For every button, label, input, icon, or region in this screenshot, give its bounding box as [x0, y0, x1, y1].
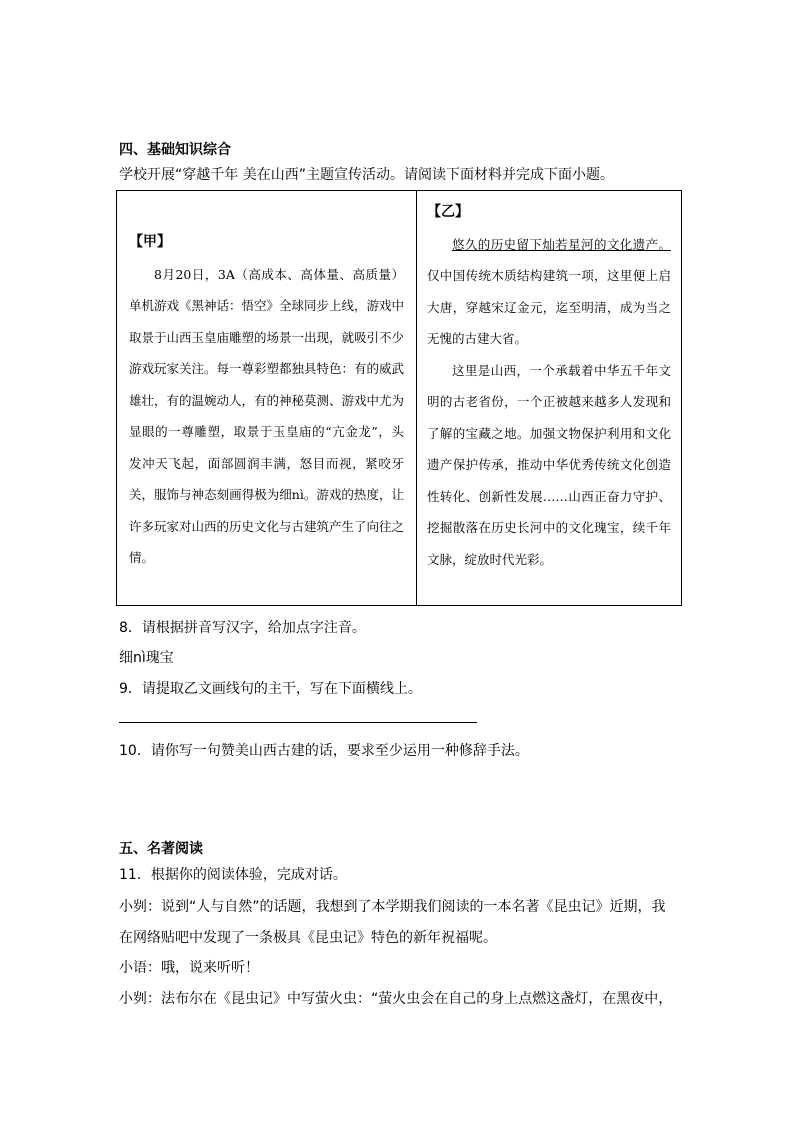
material-yi-cell: [417, 191, 682, 606]
dialogue-line-3: 小语：哦，说来听听！: [119, 960, 259, 976]
question-9: 9．请提取乙文画线句的主干，写在下面横线上。: [119, 681, 422, 697]
dialogue-line-1: 小刿：说到“人与自然”的话题，我想到了本学期我们阅读的一本名著《昆虫记》近期，我: [119, 899, 666, 915]
section-heading-basic-knowledge: 四、基础知识综合: [119, 142, 231, 158]
material-yi-paragraph-2: 这里是山西，一个承载着中华五千年文明的古老省份，一个正被越来越多人发现和了解的宝藏之地。加强文物保护利用和文化遗产保护传承，推动中华优秀传统文化创造性转化、创新性发展……山西正奋力守护、挖掘散落在历史长河中的文化瑰宝，续千年文脉，绽放时代光彩。: [427, 362, 671, 567]
material-yi-paragraph-1: [427, 229, 671, 355]
question-8: 8．请根据拼音写汉字，给加点字注音。: [119, 620, 366, 636]
section-intro: 学校开展“穿越千年 美在山西”主题宣传活动。请阅读下面材料并完成下面小题。: [119, 167, 614, 183]
section-heading-classics: 五、名著阅读: [119, 841, 203, 857]
material-yi-label: 【乙】: [427, 204, 469, 220]
material-jia-text: 8月20日，3A（高成本、高体量、高质量）单机游戏《黑神话：悟空》全球同步上线，游戏中取景于山西玉皇庙雕塑的场景一出现，就吸引不少游戏玩家关注。每一尊彩塑都独具特色：有的威武雄壮，有的温婉动人，有的神秘莫测、游戏中尤为显眼的一尊雕塑，取景于玉皇庙的“亢金龙”，头发冲天飞起，面部圆润丰满，怒目而视，紧咬牙关，服饰与神态刻画得极为细nì。游戏的热度，让许多玩家对山西的历史文化与古建筑产生了向往之情。: [129, 266, 405, 565]
material-jia-label: 【甲】: [129, 234, 171, 250]
material-jia-cell: [117, 191, 417, 606]
question-11: 11．根据你的阅读体验，完成对话。: [119, 867, 347, 883]
dialogue-line-4: 小刿：法布尔在《昆虫记》中写萤火虫：“萤火虫会在自己的身上点燃这盏灯，在黑夜中，: [119, 991, 673, 1007]
materials-table: [116, 190, 682, 606]
answer-line[interactable]: [119, 722, 477, 723]
question-8-words: 细nì瑰宝: [119, 650, 174, 666]
dialogue-line-2: 在网络贴吧中发现了一条极具《昆虫记》特色的新年祝福呢。: [119, 930, 497, 946]
underlined-sentence: 悠久的历史留下灿若星河的文化遗产。: [452, 236, 671, 252]
question-10: 10．请你写一句赞美山西古建的话，要求至少运用一种修辞手法。: [119, 743, 529, 759]
material-yi-p1-rest: 仅中国传统木质结构建筑一项，这里便上启大唐，穿越宋辽金元，迄至明清，成为当之无愧的古建大省。: [427, 268, 671, 346]
